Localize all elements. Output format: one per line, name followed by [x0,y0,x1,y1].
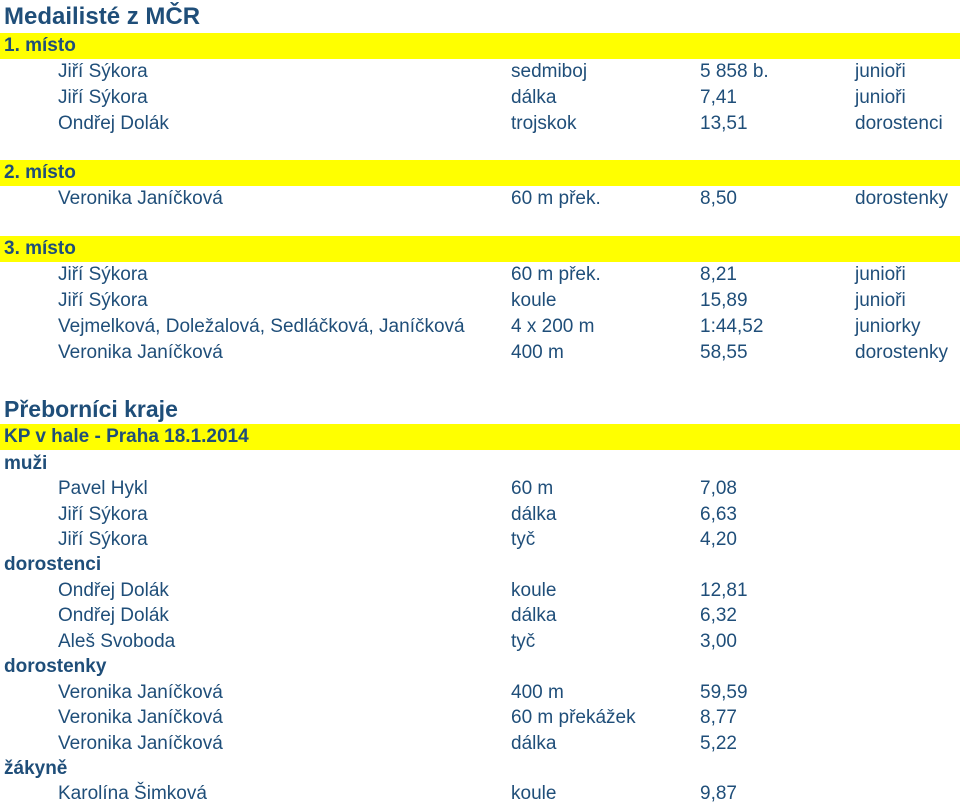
group-header-men [0,451,960,477]
event: 60 m přek. [511,188,601,209]
champion-row [0,680,960,706]
place-1-header [0,33,960,59]
event: 400 m [511,342,564,363]
event: dálka [511,733,557,754]
event: trojskok [511,113,577,134]
medal-row [0,262,960,288]
event: koule [511,783,557,804]
event: 4 x 200 m [511,316,595,337]
category: dorostenky [855,342,948,363]
athlete-name: Karolína Šimková [58,783,207,804]
medal-row [0,288,960,314]
category: junioři [855,87,906,108]
event: 60 m přek. [511,264,601,285]
result: 15,89 [700,290,748,311]
champions-title: Přeborníci kraje [4,396,178,422]
event: dálka [511,605,557,626]
event: koule [511,290,557,311]
result: 6,63 [700,504,737,525]
event: dálka [511,87,557,108]
place-2-header [0,160,960,186]
champion-row [0,527,960,553]
result: 3,00 [700,631,737,652]
athlete-name: Veronika Janíčková [58,188,223,209]
category: juniorky [855,316,921,337]
champion-row [0,705,960,731]
champion-row [0,731,960,757]
result: 9,87 [700,783,737,804]
category: dorostenci [855,113,943,134]
result: 59,59 [700,682,748,703]
result: 58,55 [700,342,748,363]
athlete-name: Veronika Janíčková [58,682,223,703]
group-label: žákyně [4,758,68,779]
medal-row [0,59,960,85]
champion-row [0,476,960,502]
athlete-name: Jiří Sýkora [58,264,148,285]
athlete-name: Ondřej Dolák [58,580,169,601]
champion-row [0,781,960,807]
champion-row [0,603,960,629]
athlete-name: Vejmelková, Doležalová, Sedláčková, Janíčková [58,316,465,337]
category: dorostenky [855,188,948,209]
category: junioři [855,290,906,311]
athlete-name: Jiří Sýkora [58,529,148,550]
result: 7,41 [700,87,737,108]
medal-row [0,314,960,340]
champions-title-row [0,394,960,424]
group-label: muži [4,453,48,474]
event: tyč [511,529,536,550]
category: junioři [855,61,906,82]
athlete-name: Veronika Janíčková [58,342,223,363]
athlete-name: Aleš Svoboda [58,631,176,652]
group-label: dorostenky [4,656,107,677]
result: 6,32 [700,605,737,626]
athlete-name: Veronika Janíčková [58,707,223,728]
category: junioři [855,264,906,285]
group-header-junior-women [0,654,960,680]
result: 12,81 [700,580,748,601]
athlete-name: Jiří Sýkora [58,504,148,525]
champion-row [0,629,960,655]
result: 5 858 b. [700,61,769,82]
medal-row [0,186,960,212]
champion-row [0,502,960,528]
athlete-name: Jiří Sýkora [58,290,148,311]
medal-row [0,340,960,366]
result: 8,77 [700,707,737,728]
group-header-girls [0,756,960,782]
result: 1:44,52 [700,316,764,337]
place-label: 3. místo [4,238,76,259]
result: 7,08 [700,478,737,499]
place-label: 2. místo [4,162,76,183]
champion-row [0,578,960,604]
medal-row [0,85,960,111]
place-label: 1. místo [4,35,76,56]
result: 8,21 [700,264,737,285]
event: 60 m [511,478,554,499]
group-label: dorostenci [4,554,102,575]
medalists-title: Medailisté z MČR [4,3,201,30]
medal-row [0,111,960,137]
result: 5,22 [700,733,737,754]
event: sedmiboj [511,61,588,82]
result: 8,50 [700,188,737,209]
athlete-name: Pavel Hykl [58,478,148,499]
athlete-name: Jiří Sýkora [58,61,148,82]
athlete-name: Ondřej Dolák [58,605,169,626]
meet-label: KP v hale - Praha 18.1.2014 [4,426,249,447]
athlete-name: Ondřej Dolák [58,113,169,134]
athlete-name: Veronika Janíčková [58,733,223,754]
meet-header [0,424,960,450]
event: 400 m [511,682,564,703]
athlete-name: Jiří Sýkora [58,87,148,108]
result: 4,20 [700,529,737,550]
event: koule [511,580,557,601]
result: 13,51 [700,113,748,134]
group-header-junior-men [0,552,960,578]
place-3-header [0,236,960,262]
event: dálka [511,504,557,525]
event: 60 m překážek [511,707,636,728]
medalists-title-row [0,2,960,32]
event: tyč [511,631,536,652]
